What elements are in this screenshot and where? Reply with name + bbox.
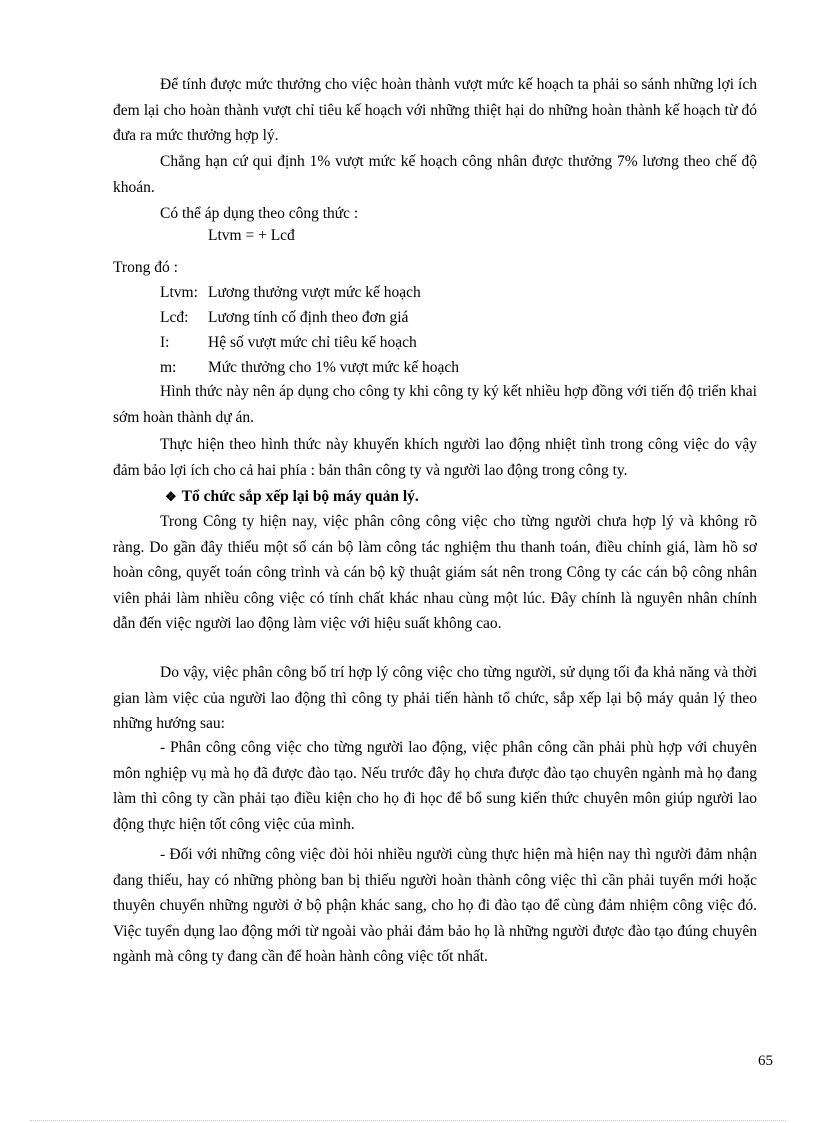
paragraph-do-vay: Do vậy, việc phân công bố trí hợp lý công việc cho từng người, sử dụng tối đa khả năng và thời gian làm việc của người lao động thì công ty phải tiến hành tổ chức, sắp xếp lại bộ máy quản lý theo những hướng sau: bbox=[113, 664, 757, 732]
paragraph-doi-voi: - Đối với những công việc đòi hỏi nhiều người cùng thực hiện mà hiện nay thì người đảm nhận đang thiếu, hay có những phòng ban bị thiếu người hoàn thành công việc thì cần phải tuyển mới hoặc thuyên chuyển những người ở bộ phận khác sang, cho họ đi đào tạo để cùng đảm nhiệm công việc đó. Việc tuyển dụng lao động mới từ ngoài vào phải đảm bảo họ là những người được đào tạo đúng chuyên ngành mà công ty đang cần để hoàn hành công việc tốt nhất. bbox=[113, 846, 757, 965]
definition-text: Mức thưởng cho 1% vượt mức kế hoạch bbox=[208, 359, 460, 376]
definition-label: I: bbox=[160, 334, 170, 351]
paragraph-thuc-hien: Thực hiện theo hình thức này khuyến khích người lao động nhiệt tình trong công việc do vậy đảm bảo lợi ích cho cả hai phía : bản thân công ty và người lao động trong công ty. bbox=[113, 436, 757, 479]
section-heading-text: Tổ chức sắp xếp lại bộ máy quản lý. bbox=[181, 488, 419, 505]
paragraph-phan-cong: - Phân công công việc cho từng người lao động, việc phân công cần phải phù hợp với chuyên môn nghiệp vụ mà họ đã được đào tạo. Nếu trước đây họ chưa được đào tạo chuyên ngành mà họ đang làm thì công ty cần phải tạo điều kiện cho họ đi học để bổ sung kiến thức chuyên môn giúp người lao động thực hiện tốt công việc của mình. bbox=[113, 739, 757, 833]
section-heading bbox=[165, 484, 419, 509]
formula: Ltvm = + Lcđ bbox=[208, 227, 295, 244]
formula-intro: Có thể áp dụng theo công thức : bbox=[160, 205, 359, 222]
paragraph-hinh-thuc: Hình thức này nên áp dụng cho công ty khi công ty ký kết nhiều hợp đồng với tiến độ triển khai sớm hoàn thành dự án. bbox=[113, 383, 757, 426]
definition-label: Ltvm: bbox=[160, 284, 198, 301]
paragraph-thuong-vuot-muc: Để tính được mức thưởng cho việc hoàn thành vượt mức kế hoạch ta phải so sánh những lợi ích đem lại cho hoàn thành vượt chỉ tiêu kế hoạch với những thiệt hại do những hoàn thành kế hoạch từ đó đưa ra mức thưởng hợp lý. bbox=[113, 76, 757, 144]
definition-label: m: bbox=[160, 359, 177, 376]
definition-text: Hệ số vượt mức chỉ tiêu kế hoạch bbox=[208, 334, 417, 351]
diamond-bullet-icon: ❖ bbox=[165, 489, 177, 504]
footer-divider bbox=[30, 1120, 786, 1121]
page-number: 65 bbox=[758, 1053, 773, 1069]
paragraph-trong-cong-ty: Trong Công ty hiện nay, việc phân công công việc cho từng người chưa hợp lý và không rõ ràng. Do gần đây thiếu một số cán bộ làm công tác nghiệm thu thanh toán, điều chỉnh giá, làm hồ sơ hoàn công, quyết toán công trình và cán bộ kỹ thuật giám sát nên trong Công ty các cán bộ công nhân viên phải làm nhiều công việc có tính chất khác nhau cùng một lúc. Đây chính là nguyên nhân chính dẫn đến việc người lao động làm việc với hiệu suất không cao. bbox=[113, 513, 757, 632]
definition-text: Lương tính cố định theo đơn giá bbox=[208, 309, 409, 326]
definition-label: Lcđ: bbox=[160, 309, 189, 326]
definition-text: Lương thưởng vượt mức kế hoạch bbox=[208, 284, 421, 301]
paragraph-chang-han: Chẳng hạn cứ qui định 1% vượt mức kế hoạch công nhân được thưởng 7% lương theo chế độ khoán. bbox=[113, 153, 757, 196]
trong-do-label: Trong đó : bbox=[113, 259, 178, 276]
